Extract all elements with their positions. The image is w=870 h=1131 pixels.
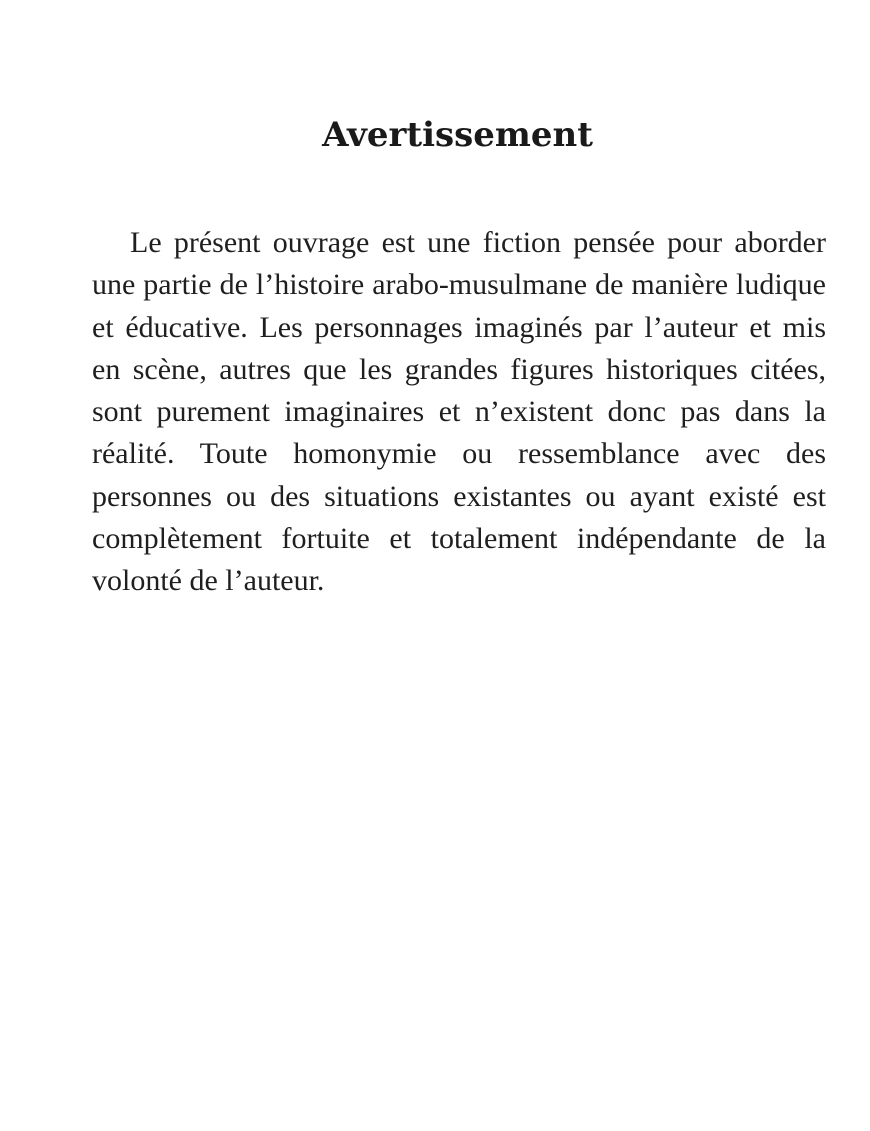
page-title: Avertissement	[322, 115, 593, 155]
disclaimer-paragraph: Le présent ouvrage est une fiction pensée pour aborder une partie de l’histoire arabo-musulmane de manière ludique et éducative. Les personnages imaginés par l’auteur et mis en scène, autres que les grandes figures historiques citées, sont purement imaginaires et n’existent donc pas dans la réalité. Toute homonymie ou ressemblance avec des personnes ou des situations existantes ou ayant existé est complètement fortuite et totalement indépendante de la volonté de l’auteur.	[92, 226, 826, 598]
